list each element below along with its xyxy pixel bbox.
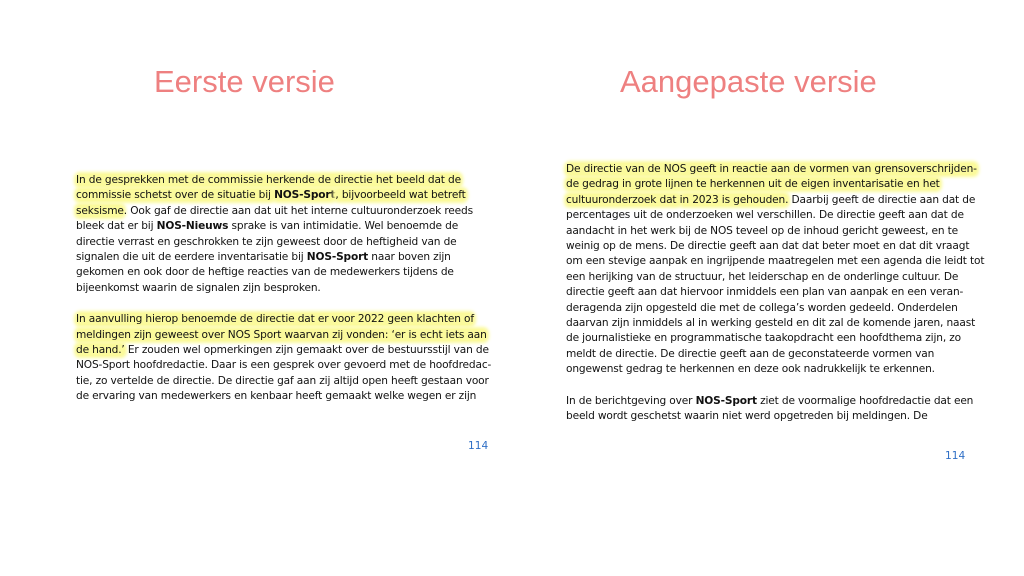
text-run: directie geeft aan dat hiervoor inmiddels een plan van aanpak en een veran-	[566, 286, 964, 299]
text-line	[566, 347, 976, 362]
text-line	[566, 162, 976, 177]
text-run: In de berichtgeving over	[566, 394, 696, 407]
text-run: beeld wordt geschetst waarin niet werd opgetreden bij meldingen. De	[566, 410, 928, 423]
paragraph-gap	[76, 296, 496, 312]
highlighted-text: In de gesprekken met de commissie herkende de directie het beeld dat de	[76, 174, 461, 186]
document-excerpt-original	[76, 173, 496, 405]
text-run: bijeenkomst waarin de signalen zijn besproken.	[76, 281, 321, 294]
text-line	[566, 193, 976, 208]
text-line	[566, 409, 976, 424]
text-run: directie verrast en geschrokken te zijn geweest door de heftigheid van de	[76, 235, 457, 248]
paragraph	[566, 162, 985, 378]
text-run: NOS-Sport	[306, 251, 369, 264]
text-line	[76, 328, 496, 343]
text-run: de journalistieke en programmatische taakopdracht een hoofdthema zijn, zo	[566, 332, 961, 345]
highlighted-text: In aanvulling hierop benoemde de directie dat er voor 2022 geen klachten of	[76, 313, 474, 326]
text-line	[566, 270, 976, 285]
text-line	[76, 312, 496, 327]
text-line	[566, 362, 976, 377]
text-line	[76, 389, 496, 404]
text-line	[566, 254, 985, 269]
text-line	[566, 239, 976, 254]
text-run: Er zouden wel opmerkingen zijn gemaakt over de bestuursstijl van de	[124, 344, 489, 357]
text-line	[566, 285, 976, 300]
text-line	[566, 331, 976, 346]
text-run: signalen die uit de eerdere inventarisatie bij	[76, 251, 307, 264]
highlighted-text: de hand.’	[76, 344, 125, 357]
text-line	[76, 265, 496, 280]
text-run: meldt de directie. De directie geeft aan de geconstateerde vormen van	[566, 347, 935, 360]
text-run: Daarbij geeft de directie aan dat de	[788, 193, 976, 206]
text-line	[566, 177, 976, 192]
document-excerpt-revised	[566, 162, 985, 425]
highlighted-text: seksisme	[76, 204, 124, 217]
text-run: een herijking van de structuur, het leiderschap en de onderlinge cultuur. De	[566, 270, 959, 283]
highlighted-text: meldingen zijn geweest over NOS Sport waarvan zij vonden: ‘er is echt iets aan	[76, 328, 487, 341]
text-run: NOS-Sport hoofdredactie. Daar is een gesprek over gevoerd met de hoofdredac-	[76, 359, 492, 372]
highlighted-text: de gedrag in grote lijnen te herkennen uit de eigen inventarisatie en het	[566, 178, 940, 191]
highlighted-text: commissie schetst over de situatie bij	[76, 189, 275, 202]
text-run: aandacht in het werk bij de NOS teveel op de inhoud gericht geweest, en te	[566, 224, 958, 237]
text-run: . Ook gaf de directie aan dat uit het interne cultuuronderzoek reeds	[123, 204, 473, 217]
text-run: bleek dat er bij	[76, 220, 157, 233]
text-run: de ervaring van medewerkers en kenbaar heeft gemaakt welke wegen er zijn	[76, 390, 477, 403]
text-line	[566, 224, 976, 239]
text-line	[76, 219, 496, 234]
text-line	[76, 250, 496, 265]
text-line	[76, 188, 496, 203]
text-run: weinig op de mens. De directie geeft aan dat dat beter moet en dat dit vraagt	[566, 240, 970, 253]
text-line	[76, 281, 496, 296]
text-line	[566, 316, 976, 331]
text-line	[566, 208, 976, 223]
text-line	[76, 374, 496, 389]
text-run: naar boven zijn	[368, 251, 451, 264]
paragraph	[76, 173, 496, 296]
text-run: deragenda zijn opgesteld die met de collega’s worden gedeeld. Onderdelen	[566, 301, 958, 314]
paragraph	[566, 394, 976, 425]
text-line	[566, 301, 976, 316]
heading-original-version: Eerste versie	[154, 64, 335, 99]
text-line	[566, 394, 976, 409]
highlighted-text: , bijvoorbeeld wat betreft	[335, 189, 466, 202]
highlighted-text: NOS-Sport	[274, 189, 336, 202]
text-run: om een stevige aanpak en ingrijpende maatregelen met een agenda die leidt tot	[566, 255, 985, 268]
text-run: NOS-Nieuws	[156, 220, 229, 233]
highlighted-text: De directie van de NOS geeft in reactie aan de vormen van grensoverschrijden-	[566, 163, 977, 175]
text-line	[76, 343, 496, 358]
text-line	[76, 173, 496, 188]
text-run: sprake is van intimidatie. Wel benoemde de	[228, 220, 459, 233]
heading-revised-version: Aangepaste versie	[620, 64, 877, 99]
text-run: tie, zo vertelde de directie. De directie gaf aan zij altijd open heeft gestaan voor	[76, 374, 489, 387]
text-run: ongewenst gedrag te herkennen en deze ook nadrukkelijk te erkennen.	[566, 363, 935, 376]
page-number-original: 114	[468, 440, 489, 452]
text-run: ziet de voormalige hoofdredactie dat een	[756, 394, 974, 407]
text-run: daarvan zijn inmiddels al in werking gesteld en dit zal de komende jaren, naast	[566, 317, 976, 330]
page-number-revised: 114	[945, 450, 966, 462]
paragraph	[76, 312, 496, 404]
text-run: NOS-Sport	[695, 394, 757, 407]
paragraph-gap	[566, 378, 976, 394]
text-run: percentages uit de onderzoeken wel verschillen. De directie geeft aan dat de	[566, 209, 964, 222]
text-line	[76, 358, 496, 373]
highlighted-text: cultuuronderzoek dat	[566, 193, 680, 206]
text-run: gekomen en ook door de heftige reacties van de medewerkers tijdens de	[76, 266, 454, 279]
text-line	[76, 204, 496, 219]
text-line	[76, 235, 496, 250]
highlighted-text: in 2023 is gehouden.	[679, 193, 789, 206]
